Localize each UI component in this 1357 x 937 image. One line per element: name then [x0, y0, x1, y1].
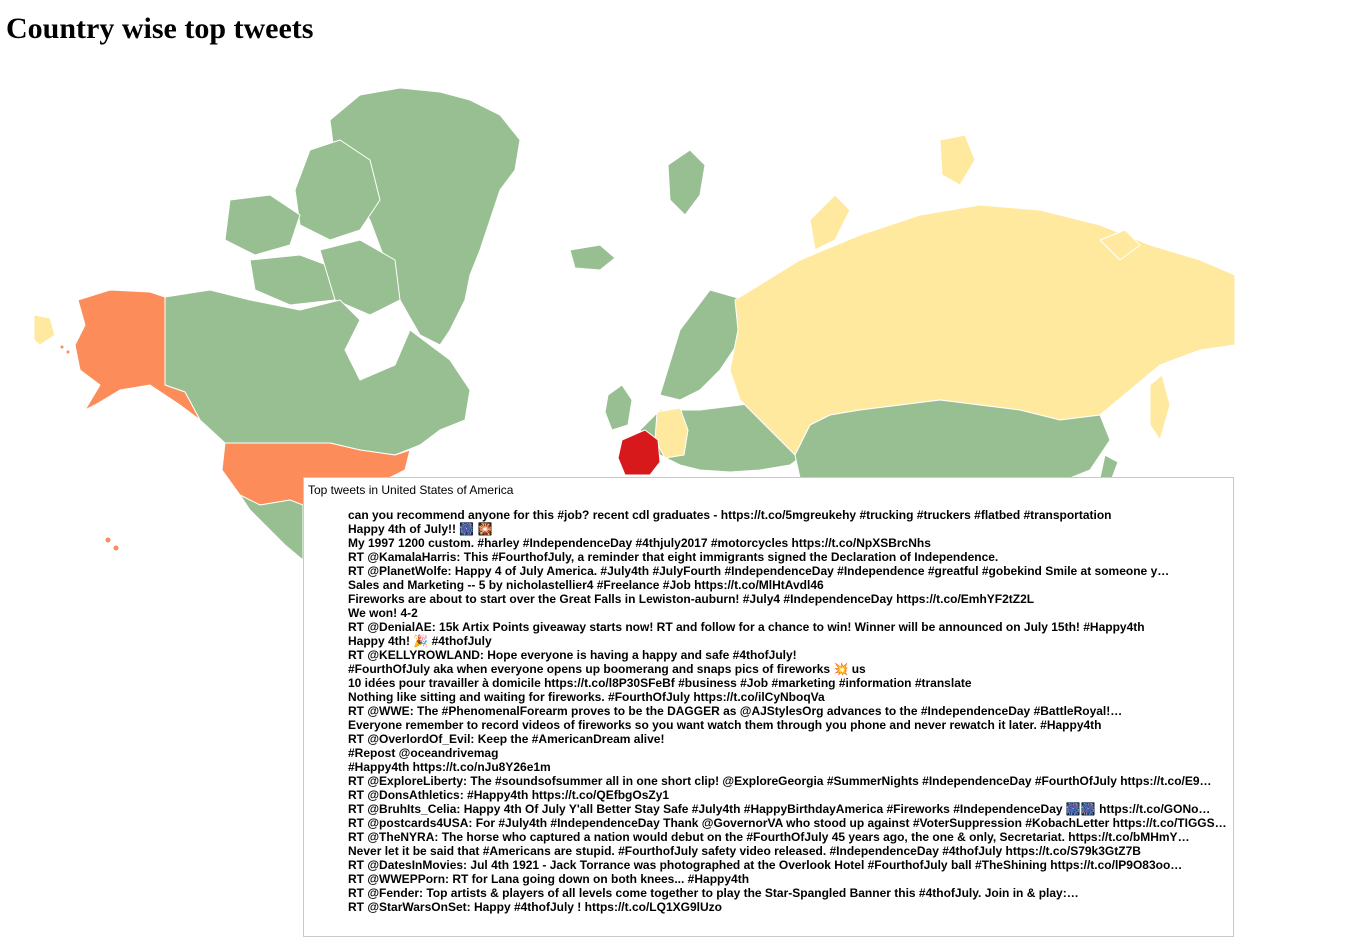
- tweet-item: • Sales and Marketing -- 5 by nicholastellier4 #Freelance #Job https://t.co/MlHtAvdl46: [348, 578, 1228, 592]
- tweet-item: • RT @DonsAthletics: #Happy4th https://t.co/QEfbgOsZy1: [348, 788, 1228, 802]
- tweet-item: • Everyone remember to record videos of fireworks so you want watch them through you phone and never rewatch it later. #Happy4th: [348, 718, 1228, 732]
- tweet-item: • Nothing like sitting and waiting for fireworks. #FourthOfJuly https://t.co/ilCyNboqVa: [348, 690, 1228, 704]
- tweet-item: • RT @TheNYRA: The horse who captured a nation would debut on the #FourthOfJuly 45 years ago, the one & only, Secretariat. https://t.co/bMHmY…: [348, 830, 1228, 844]
- tweet-item: • #Repost @oceandrivemag: [348, 746, 1228, 760]
- tweet-item: • Happy 4th of July!! 🎆 🎇: [348, 522, 1228, 536]
- svalbard-region[interactable]: [668, 150, 705, 215]
- tweet-item: • RT @KELLYROWLAND: Hope everyone is having a happy and safe #4thofJuly!: [348, 648, 1228, 662]
- japan-region[interactable]: [1100, 455, 1118, 478]
- tweet-item: • can you recommend anyone for this #job? recent cdl graduates - https://t.co/5mgreukehy #trucking #truckers #flatbed #transportation: [348, 508, 1228, 522]
- tooltip-title: Top tweets in United States of America: [308, 483, 514, 497]
- tweet-item: • Never let it be said that #Americans are stupid. #FourthofJuly safety video released. #IndependenceDay #4thofJuly https://t.co/S79k3GtZ7B: [348, 844, 1228, 858]
- tweet-item: • My 1997 1200 custom. #harley #IndependenceDay #4thjuly2017 #motorcycles https://t.co/NpXSBrcNhs: [348, 536, 1228, 550]
- tweet-item: • We won! 4-2: [348, 606, 1228, 620]
- mexico-region[interactable]: [240, 495, 303, 560]
- tweet-item: • RT @WWEPPorn: RT for Lana going down on both knees... #Happy4th: [348, 872, 1228, 886]
- tweet-item: • RT @WWE: The #PhenomenalForearm proves to be the DAGGER as @AJStylesOrg advances to the #IndependenceDay #BattleRoyal!…: [348, 704, 1228, 718]
- tweet-item: • RT @Fender: Top artists & players of all levels come together to play the Star-Spangled Banner this #4thofJuly. Join in & play:…: [348, 886, 1228, 900]
- tweet-item: • RT @DatesInMovies: Jul 4th 1921 - Jack Torrance was photographed at the Overlook Hotel #FourthofJuly ball #TheShining https://t.co/lP9O83oo…: [348, 858, 1228, 872]
- tweet-item: • RT @OverlordOf_Evil: Keep the #AmericanDream alive!: [348, 732, 1228, 746]
- page-title: Country wise top tweets: [6, 12, 314, 45]
- france-region[interactable]: [618, 430, 660, 475]
- tweet-list: [304, 508, 1233, 914]
- hawaii-region[interactable]: [113, 545, 119, 551]
- iceland-region[interactable]: [570, 245, 615, 270]
- russia-islands-region[interactable]: [940, 135, 975, 185]
- tweet-item: • RT @BruhIts_Celia: Happy 4th Of July Y'all Better Stay Safe #July4th #HappyBirthdayAmerica #Fireworks #IndependenceDay 🎆🎆 https://t.co/GONo…: [348, 802, 1228, 816]
- canada-islands-region[interactable]: [225, 195, 300, 255]
- scandinavia-region[interactable]: [660, 290, 745, 400]
- chukotka-region[interactable]: [34, 315, 55, 345]
- aleutian-region[interactable]: [60, 345, 64, 349]
- tweet-item: • RT @PlanetWolfe: Happy 4 of July America. #July4th #JulyFourth #IndependenceDay #Independence #greatful #gobekind Smile at someone y…: [348, 564, 1228, 578]
- uk-region[interactable]: [605, 385, 632, 430]
- sakhalin-region[interactable]: [1150, 375, 1170, 440]
- aleutian-region[interactable]: [66, 350, 70, 354]
- tweet-item: • #FourthOfJuly aka when everyone opens up boomerang and snaps pics of fireworks 💥 us: [348, 662, 1228, 676]
- country-tooltip: [303, 477, 1234, 937]
- hawaii-region[interactable]: [105, 537, 111, 543]
- tweet-item: • RT @postcards4USA: For #July4th #IndependenceDay Thank @GovernorVA who stood up against #VoterSuppression #KobachLetter https://t.co/TIGGS…: [348, 816, 1228, 830]
- tweet-item: • 10 idées pour travailler à domicile https://t.co/l8P30SFeBf #business #Job #marketing #information #translate: [348, 676, 1228, 690]
- tweet-item: • RT @KamalaHarris: This #FourthofJuly, a reminder that eight immigrants signed the Declaration of Independence.: [348, 550, 1228, 564]
- tweet-item: • RT @StarWarsOnSet: Happy #4thofJuly ! https://t.co/LQ1XG9lUzo: [348, 900, 1228, 914]
- tweet-item: • Happy 4th! 🎉 #4thofJuly: [348, 634, 1228, 648]
- tweet-item: • RT @ExploreLiberty: The #soundsofsummer all in one short clip! @ExploreGeorgia #SummerNights #IndependenceDay #FourthOfJuly https://t.co/E9…: [348, 774, 1228, 788]
- tweet-item: • #Happy4th https://t.co/nJu8Y26e1m: [348, 760, 1228, 774]
- tweet-item: • RT @DenialAE: 15k Artix Points giveaway starts now! RT and follow for a chance to win! Winner will be announced on July 15th! #Happy4th: [348, 620, 1228, 634]
- tweet-item: • Fireworks are about to start over the Great Falls in Lewiston-auburn! #July4 #IndependenceDay https://t.co/EmhYF2tZ2L: [348, 592, 1228, 606]
